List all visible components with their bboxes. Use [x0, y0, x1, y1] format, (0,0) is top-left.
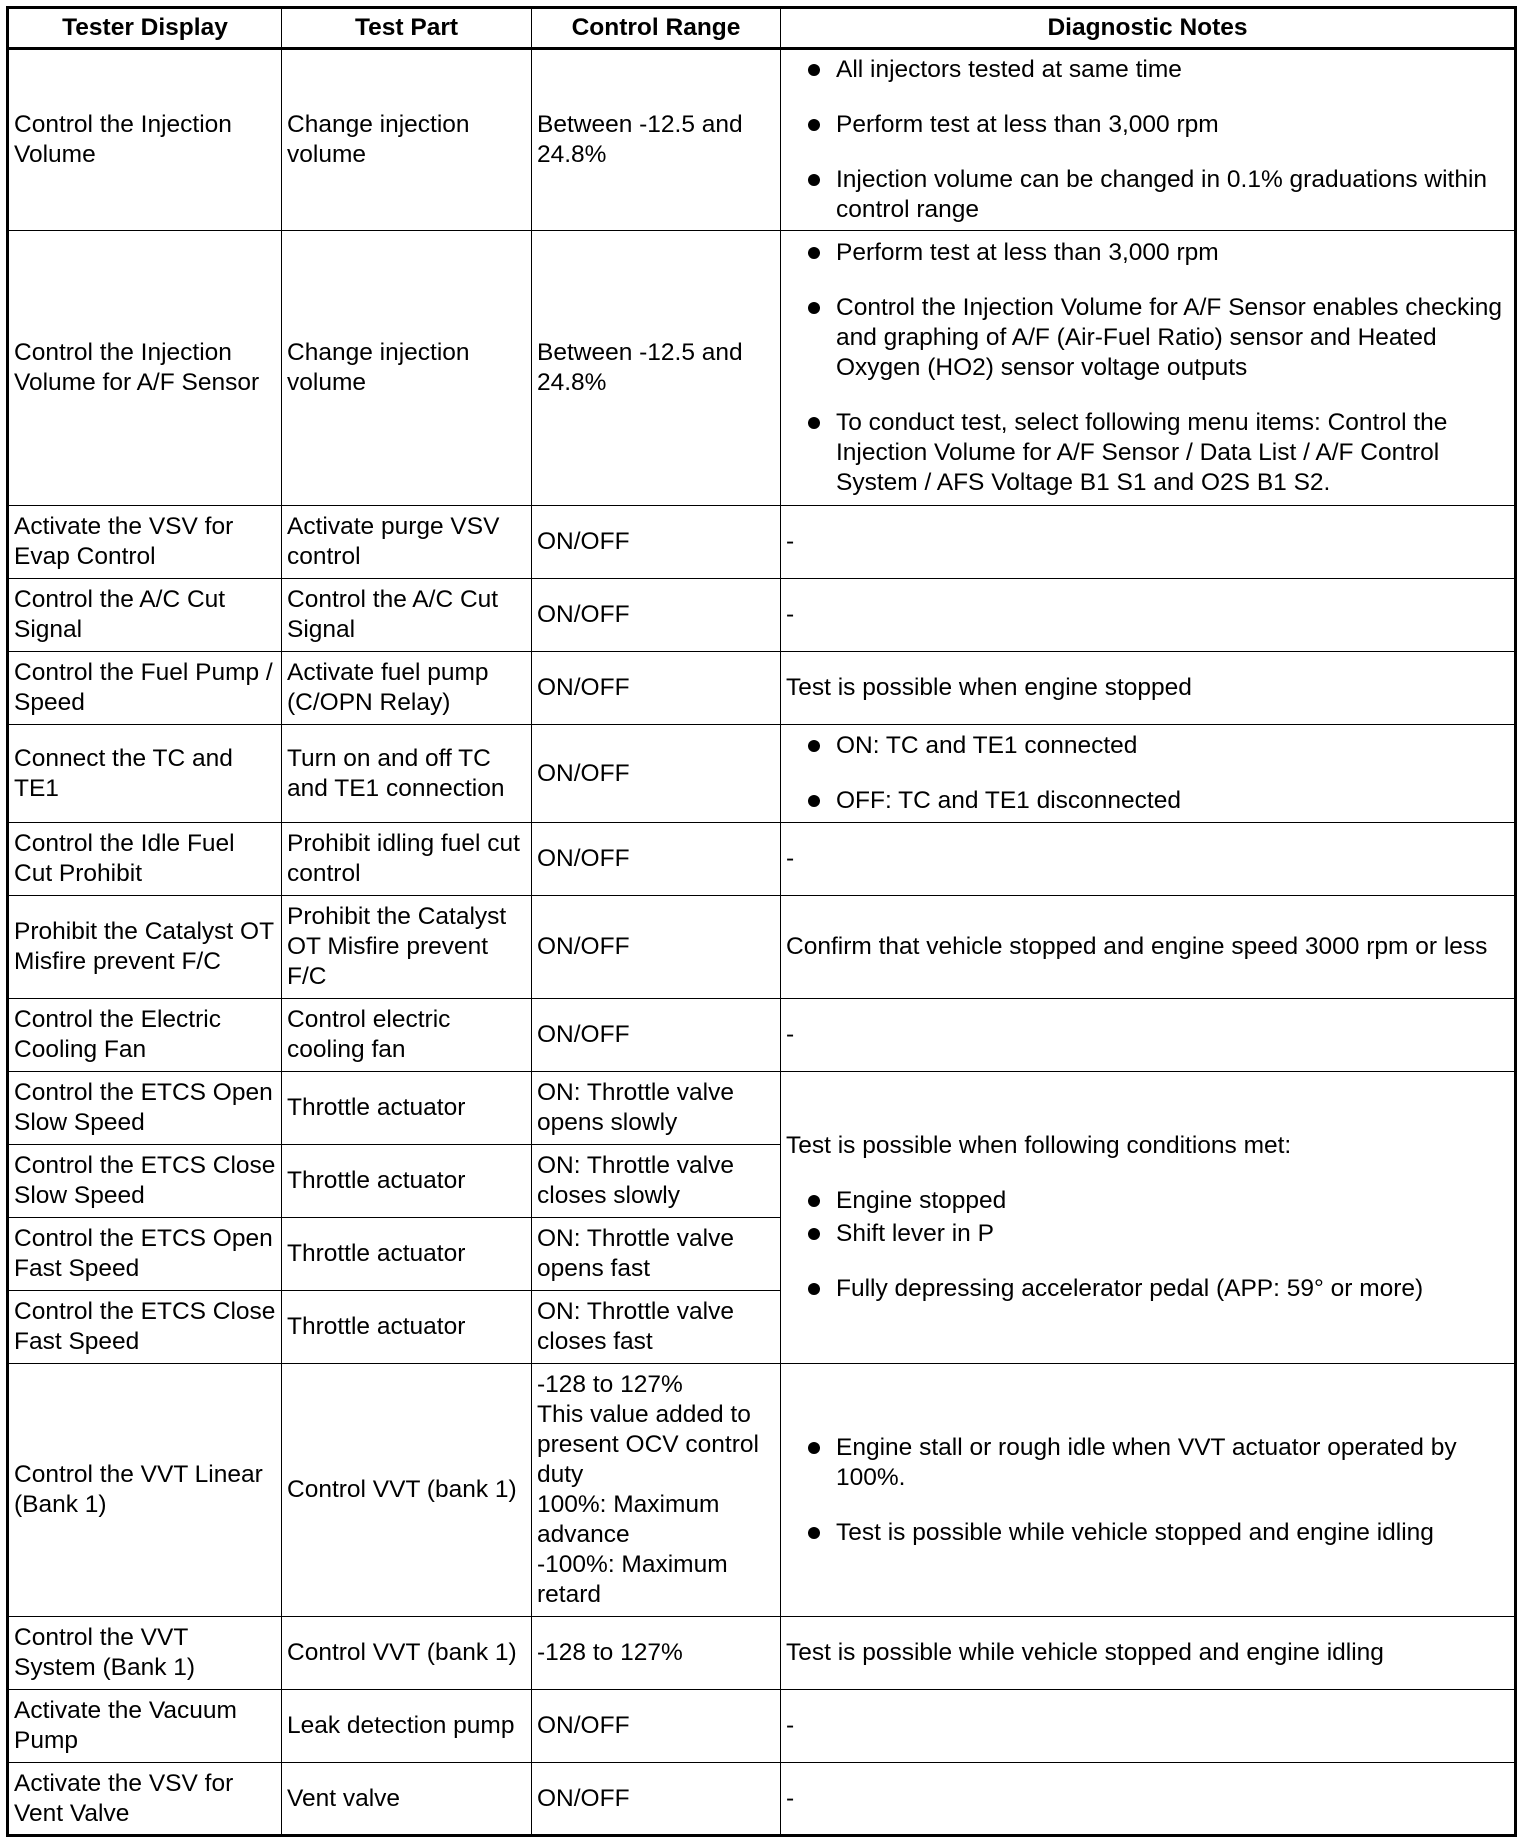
header-test-part: Test Part [282, 8, 532, 49]
control-range-cell: ON/OFF [532, 823, 781, 896]
control-range-cell: ON: Throttle valve closes fast [532, 1291, 781, 1364]
diagnostic-notes-cell [781, 49, 1516, 231]
tester-display-cell: Activate the VSV for Evap Control [8, 506, 282, 579]
tester-display-cell: Activate the Vacuum Pump [8, 1690, 282, 1763]
notes-list [786, 731, 1509, 816]
note-item: Engine stopped [786, 1186, 1509, 1216]
diagnostic-notes-cell: Confirm that vehicle stopped and engine speed 3000 rpm or less [781, 896, 1516, 999]
control-range-cell: ON/OFF [532, 506, 781, 579]
tester-display-cell: Control the Injection Volume for A/F Sensor [8, 231, 282, 506]
control-range-cell: -128 to 127% This value added to present OCV control duty 100%: Maximum advance -100%: Maximum retard [532, 1364, 781, 1617]
table-row [8, 823, 1516, 896]
note-item: To conduct test, select following menu items: Control the Injection Volume for A/F Sensor / Data List / A/F Control System / AFS Voltage B1 S1 and O2S B1 S2. [786, 408, 1509, 498]
table-row [8, 1072, 1516, 1145]
test-part-cell: Control the A/C Cut Signal [282, 579, 532, 652]
note-item: Perform test at less than 3,000 rpm [786, 110, 1509, 140]
test-part-cell: Throttle actuator [282, 1218, 532, 1291]
diagnostic-notes-cell: Test is possible when engine stopped [781, 652, 1516, 725]
control-range-cell: Between -12.5 and 24.8% [532, 231, 781, 506]
control-range-cell: ON/OFF [532, 896, 781, 999]
table-row [8, 1617, 1516, 1690]
control-range-cell: -128 to 127% [532, 1617, 781, 1690]
test-part-cell: Control VVT (bank 1) [282, 1364, 532, 1617]
tester-display-cell: Control the VVT System (Bank 1) [8, 1617, 282, 1690]
notes-list [786, 1433, 1509, 1548]
diagnostic-notes-cell: - [781, 1763, 1516, 1836]
header-diagnostic-notes: Diagnostic Notes [781, 8, 1516, 49]
tester-display-cell: Control the Electric Cooling Fan [8, 999, 282, 1072]
table-row [8, 1364, 1516, 1617]
test-part-cell: Activate fuel pump (C/OPN Relay) [282, 652, 532, 725]
control-range-cell: ON: Throttle valve opens slowly [532, 1072, 781, 1145]
tester-display-cell: Prohibit the Catalyst OT Misfire prevent F/C [8, 896, 282, 999]
header-control-range: Control Range [532, 8, 781, 49]
table-row [8, 725, 1516, 823]
control-range-cell: ON: Throttle valve closes slowly [532, 1145, 781, 1218]
note-item: Control the Injection Volume for A/F Sensor enables checking and graphing of A/F (Air-Fuel Ratio) sensor and Heated Oxygen (HO2) sensor voltage outputs [786, 293, 1509, 383]
test-part-cell: Throttle actuator [282, 1145, 532, 1218]
note-item: Test is possible while vehicle stopped and engine idling [786, 1518, 1509, 1548]
control-range-cell: ON/OFF [532, 999, 781, 1072]
etcs-diagnostic-notes-cell [781, 1072, 1516, 1364]
tester-display-cell: Control the Idle Fuel Cut Prohibit [8, 823, 282, 896]
diagnostic-notes-cell: - [781, 1690, 1516, 1763]
tester-display-cell: Control the Fuel Pump / Speed [8, 652, 282, 725]
control-range-cell: ON/OFF [532, 579, 781, 652]
table-row [8, 1763, 1516, 1836]
diagnostic-notes-cell: - [781, 579, 1516, 652]
note-item: ON: TC and TE1 connected [786, 731, 1509, 761]
header-row [8, 8, 1516, 49]
diagnostic-notes-cell [781, 725, 1516, 823]
tester-display-cell: Control the VVT Linear (Bank 1) [8, 1364, 282, 1617]
etcs-notes-lead: Test is possible when following conditions met: [786, 1132, 1292, 1159]
header-tester-display: Tester Display [8, 8, 282, 49]
note-item: Fully depressing accelerator pedal (APP: 59° or more) [786, 1274, 1509, 1304]
control-range-cell: ON: Throttle valve opens fast [532, 1218, 781, 1291]
tester-display-cell: Control the ETCS Open Fast Speed [8, 1218, 282, 1291]
control-range-cell: Between -12.5 and 24.8% [532, 49, 781, 231]
table-row [8, 231, 1516, 506]
control-range-cell: ON/OFF [532, 1763, 781, 1836]
test-part-cell: Leak detection pump [282, 1690, 532, 1763]
test-part-cell: Activate purge VSV control [282, 506, 532, 579]
table-row [8, 49, 1516, 231]
table-row [8, 896, 1516, 999]
note-item: OFF: TC and TE1 disconnected [786, 786, 1509, 816]
table-row [8, 506, 1516, 579]
test-part-cell: Turn on and off TC and TE1 connection [282, 725, 532, 823]
diagnostic-notes-cell: - [781, 999, 1516, 1072]
tester-display-cell: Control the A/C Cut Signal [8, 579, 282, 652]
notes-list [786, 55, 1509, 225]
notes-list [786, 1186, 1509, 1304]
test-part-cell: Control VVT (bank 1) [282, 1617, 532, 1690]
test-part-cell: Throttle actuator [282, 1291, 532, 1364]
test-part-cell: Prohibit idling fuel cut control [282, 823, 532, 896]
table-row [8, 652, 1516, 725]
diagnostic-notes-cell [781, 1364, 1516, 1617]
diagnostic-notes-cell [781, 231, 1516, 506]
diagnostic-notes-cell: Test is possible while vehicle stopped and engine idling [781, 1617, 1516, 1690]
control-range-cell: ON/OFF [532, 1690, 781, 1763]
test-part-cell: Vent valve [282, 1763, 532, 1836]
note-item: Shift lever in P [786, 1219, 1509, 1249]
control-range-cell: ON/OFF [532, 725, 781, 823]
notes-list [786, 238, 1509, 498]
note-item: All injectors tested at same time [786, 55, 1509, 85]
test-part-cell: Control electric cooling fan [282, 999, 532, 1072]
table-row [8, 999, 1516, 1072]
test-part-cell: Change injection volume [282, 231, 532, 506]
tester-display-cell: Control the ETCS Close Slow Speed [8, 1145, 282, 1218]
test-part-cell: Throttle actuator [282, 1072, 532, 1145]
control-range-cell: ON/OFF [532, 652, 781, 725]
active-test-table [6, 6, 1517, 1837]
tester-display-cell: Activate the VSV for Vent Valve [8, 1763, 282, 1836]
tester-display-cell: Control the ETCS Open Slow Speed [8, 1072, 282, 1145]
tester-display-cell: Control the Injection Volume [8, 49, 282, 231]
diagnostic-notes-cell: - [781, 823, 1516, 896]
table-row [8, 579, 1516, 652]
note-item: Perform test at less than 3,000 rpm [786, 238, 1509, 268]
test-part-cell: Prohibit the Catalyst OT Misfire prevent F/C [282, 896, 532, 999]
note-item: Injection volume can be changed in 0.1% graduations within control range [786, 165, 1509, 225]
note-item: Engine stall or rough idle when VVT actuator operated by 100%. [786, 1433, 1509, 1493]
test-part-cell: Change injection volume [282, 49, 532, 231]
tester-display-cell: Connect the TC and TE1 [8, 725, 282, 823]
diagnostic-notes-cell: - [781, 506, 1516, 579]
tester-display-cell: Control the ETCS Close Fast Speed [8, 1291, 282, 1364]
table-row [8, 1690, 1516, 1763]
